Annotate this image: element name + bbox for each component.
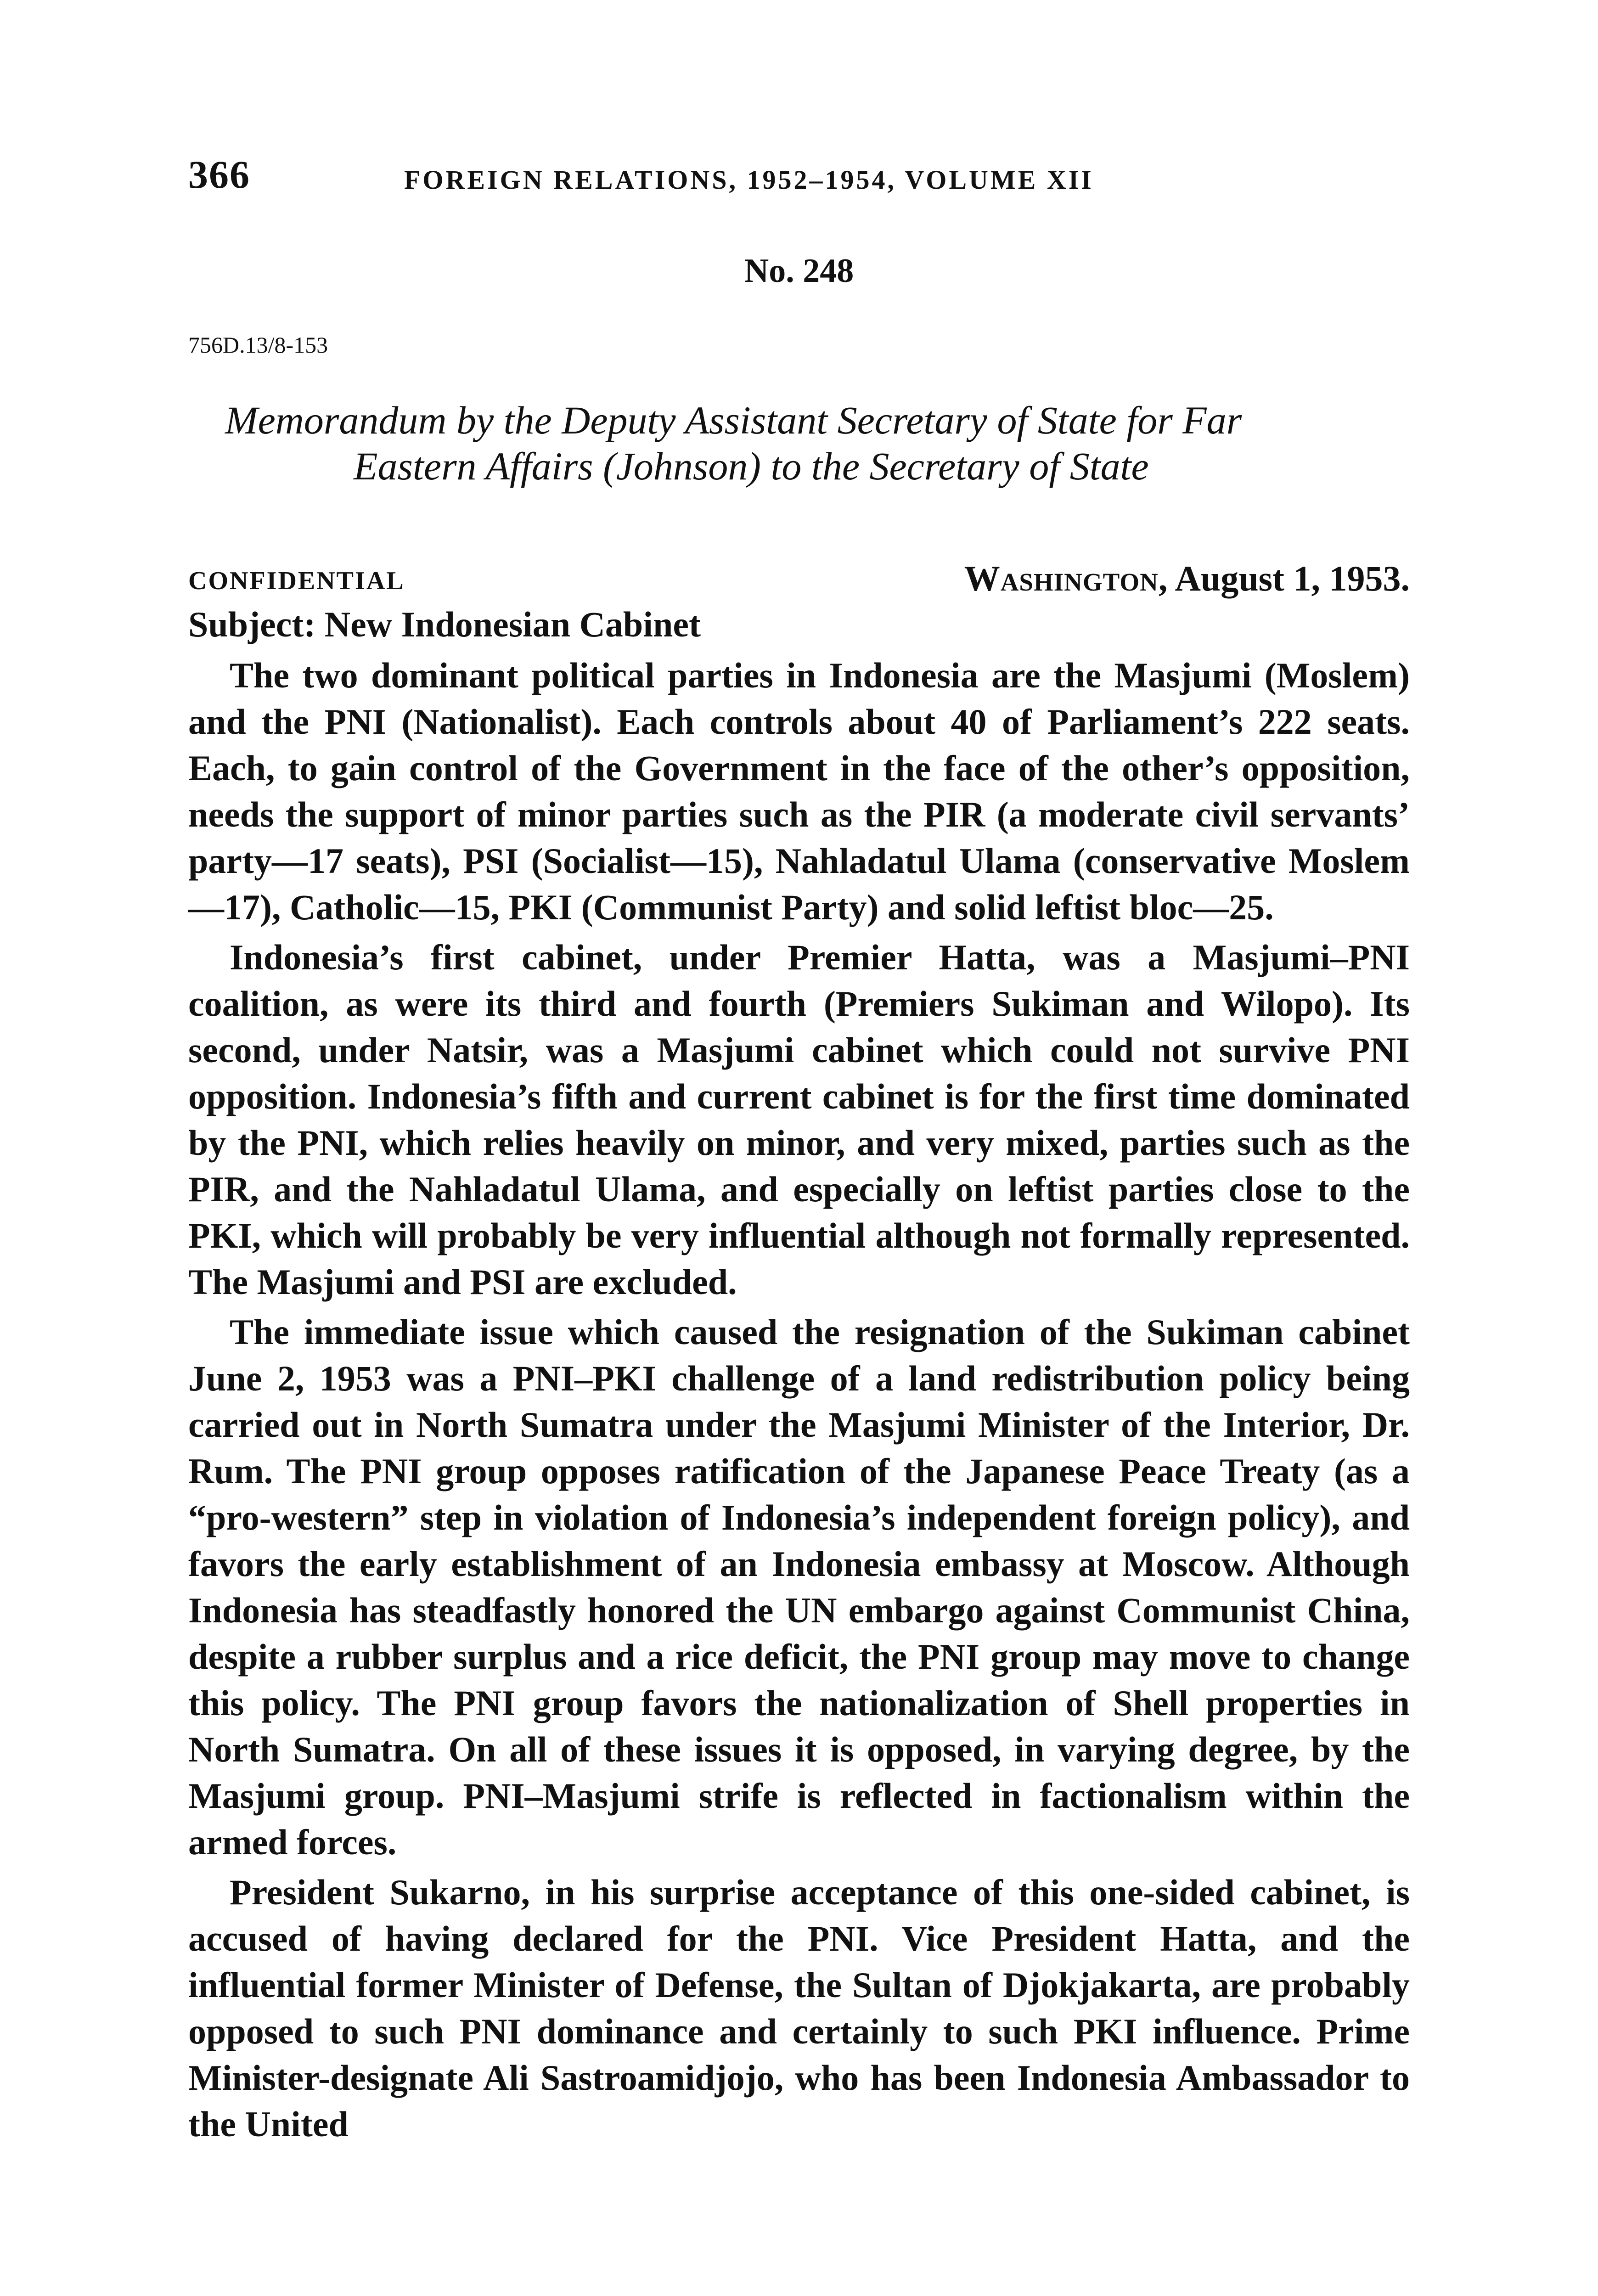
dateline bbox=[964, 558, 1410, 599]
dateline-date: August 1, 1953. bbox=[1175, 558, 1410, 598]
subject-line: Subject: New Indonesian Cabinet bbox=[188, 604, 701, 644]
running-head: FOREIGN RELATIONS, 1952–1954, VOLUME XII bbox=[404, 165, 1094, 195]
body-paragraph-4: President Sukarno, in his surprise acceptance of this one-sided cabinet, is accused of having declared for the PNI. Vice President Hatta, and the influential former Minister of Defense, the Sultan of Djokjakarta, are probably opposed to such PNI dominance and certainly to such PKI influence. Prime Minister-designate Ali Sastroamidjojo, who has been Indonesia Ambassador to the United bbox=[188, 1872, 1410, 2144]
title-line-1: Memorandum by the Deputy Assistant Secretary of State for Far bbox=[225, 398, 1242, 442]
dateline-place: Washington, bbox=[964, 558, 1168, 598]
file-reference: 756D.13/8-153 bbox=[188, 332, 328, 358]
document-title bbox=[225, 397, 1419, 489]
page-number: 366 bbox=[188, 152, 250, 197]
document-number: No. 248 bbox=[744, 252, 854, 290]
page-header bbox=[188, 152, 1410, 211]
body-paragraph-1: The two dominant political parties in Indonesia are the Masjumi (Moslem) and the PNI (Nationalist). Each controls about 40 of Parliament’s 222 seats. Each, to gain control of the Government in the face of the other’s opposition, needs the support of minor parties such as the PIR (a moderate civil servants’ party—17 seats), PSI (Socialist—15), Nahladatul Ulama (conservative Moslem—17), Catholic—15, PKI (Communist Party) and solid leftist bloc—25. bbox=[188, 655, 1410, 927]
memorandum-body bbox=[188, 652, 1410, 2147]
title-line-2: Eastern Affairs (Johnson) to the Secretary of State bbox=[354, 444, 1149, 488]
classification-label: CONFIDENTIAL bbox=[188, 567, 405, 595]
body-paragraph-2: Indonesia’s first cabinet, under Premier Hatta, was a Masjumi–PNI coalition, as were its third and fourth (Premiers Sukiman and Wilopo). Its second, under Natsir, was a Masjumi cabinet which could not survive PNI opposition. Indonesia’s fifth and current cabinet is for the first time dominated by the PNI, which relies heavily on minor, and very mixed, parties such as the PIR, and the Nahladatul Ulama, and especially on leftist parties close to the PKI, which will probably be very influential although not formally represented. The Masjumi and PSI are excluded. bbox=[188, 937, 1410, 1302]
body-paragraph-3: The immediate issue which caused the resignation of the Sukiman cabinet June 2, 1953 was a PNI–PKI challenge of a land redistribution policy being carried out in North Sumatra under the Masjumi Minister of the Interior, Dr. Rum. The PNI group opposes ratification of the Japanese Peace Treaty (as a “pro-western” step in violation of Indonesia’s independent foreign policy), and favors the early establishment of an Indonesia embassy at Moscow. Although Indonesia has steadfastly honored the UN embargo against Communist China, despite a rubber surplus and a rice deficit, the PNI group may move to change this policy. The PNI group favors the nationalization of Shell properties in North Sumatra. On all of these issues it is opposed, in varying degree, by the Masjumi group. PNI–Masjumi strife is reflected in factionalism within the armed forces. bbox=[188, 1312, 1410, 1862]
classification-dateline-row bbox=[188, 558, 1410, 604]
